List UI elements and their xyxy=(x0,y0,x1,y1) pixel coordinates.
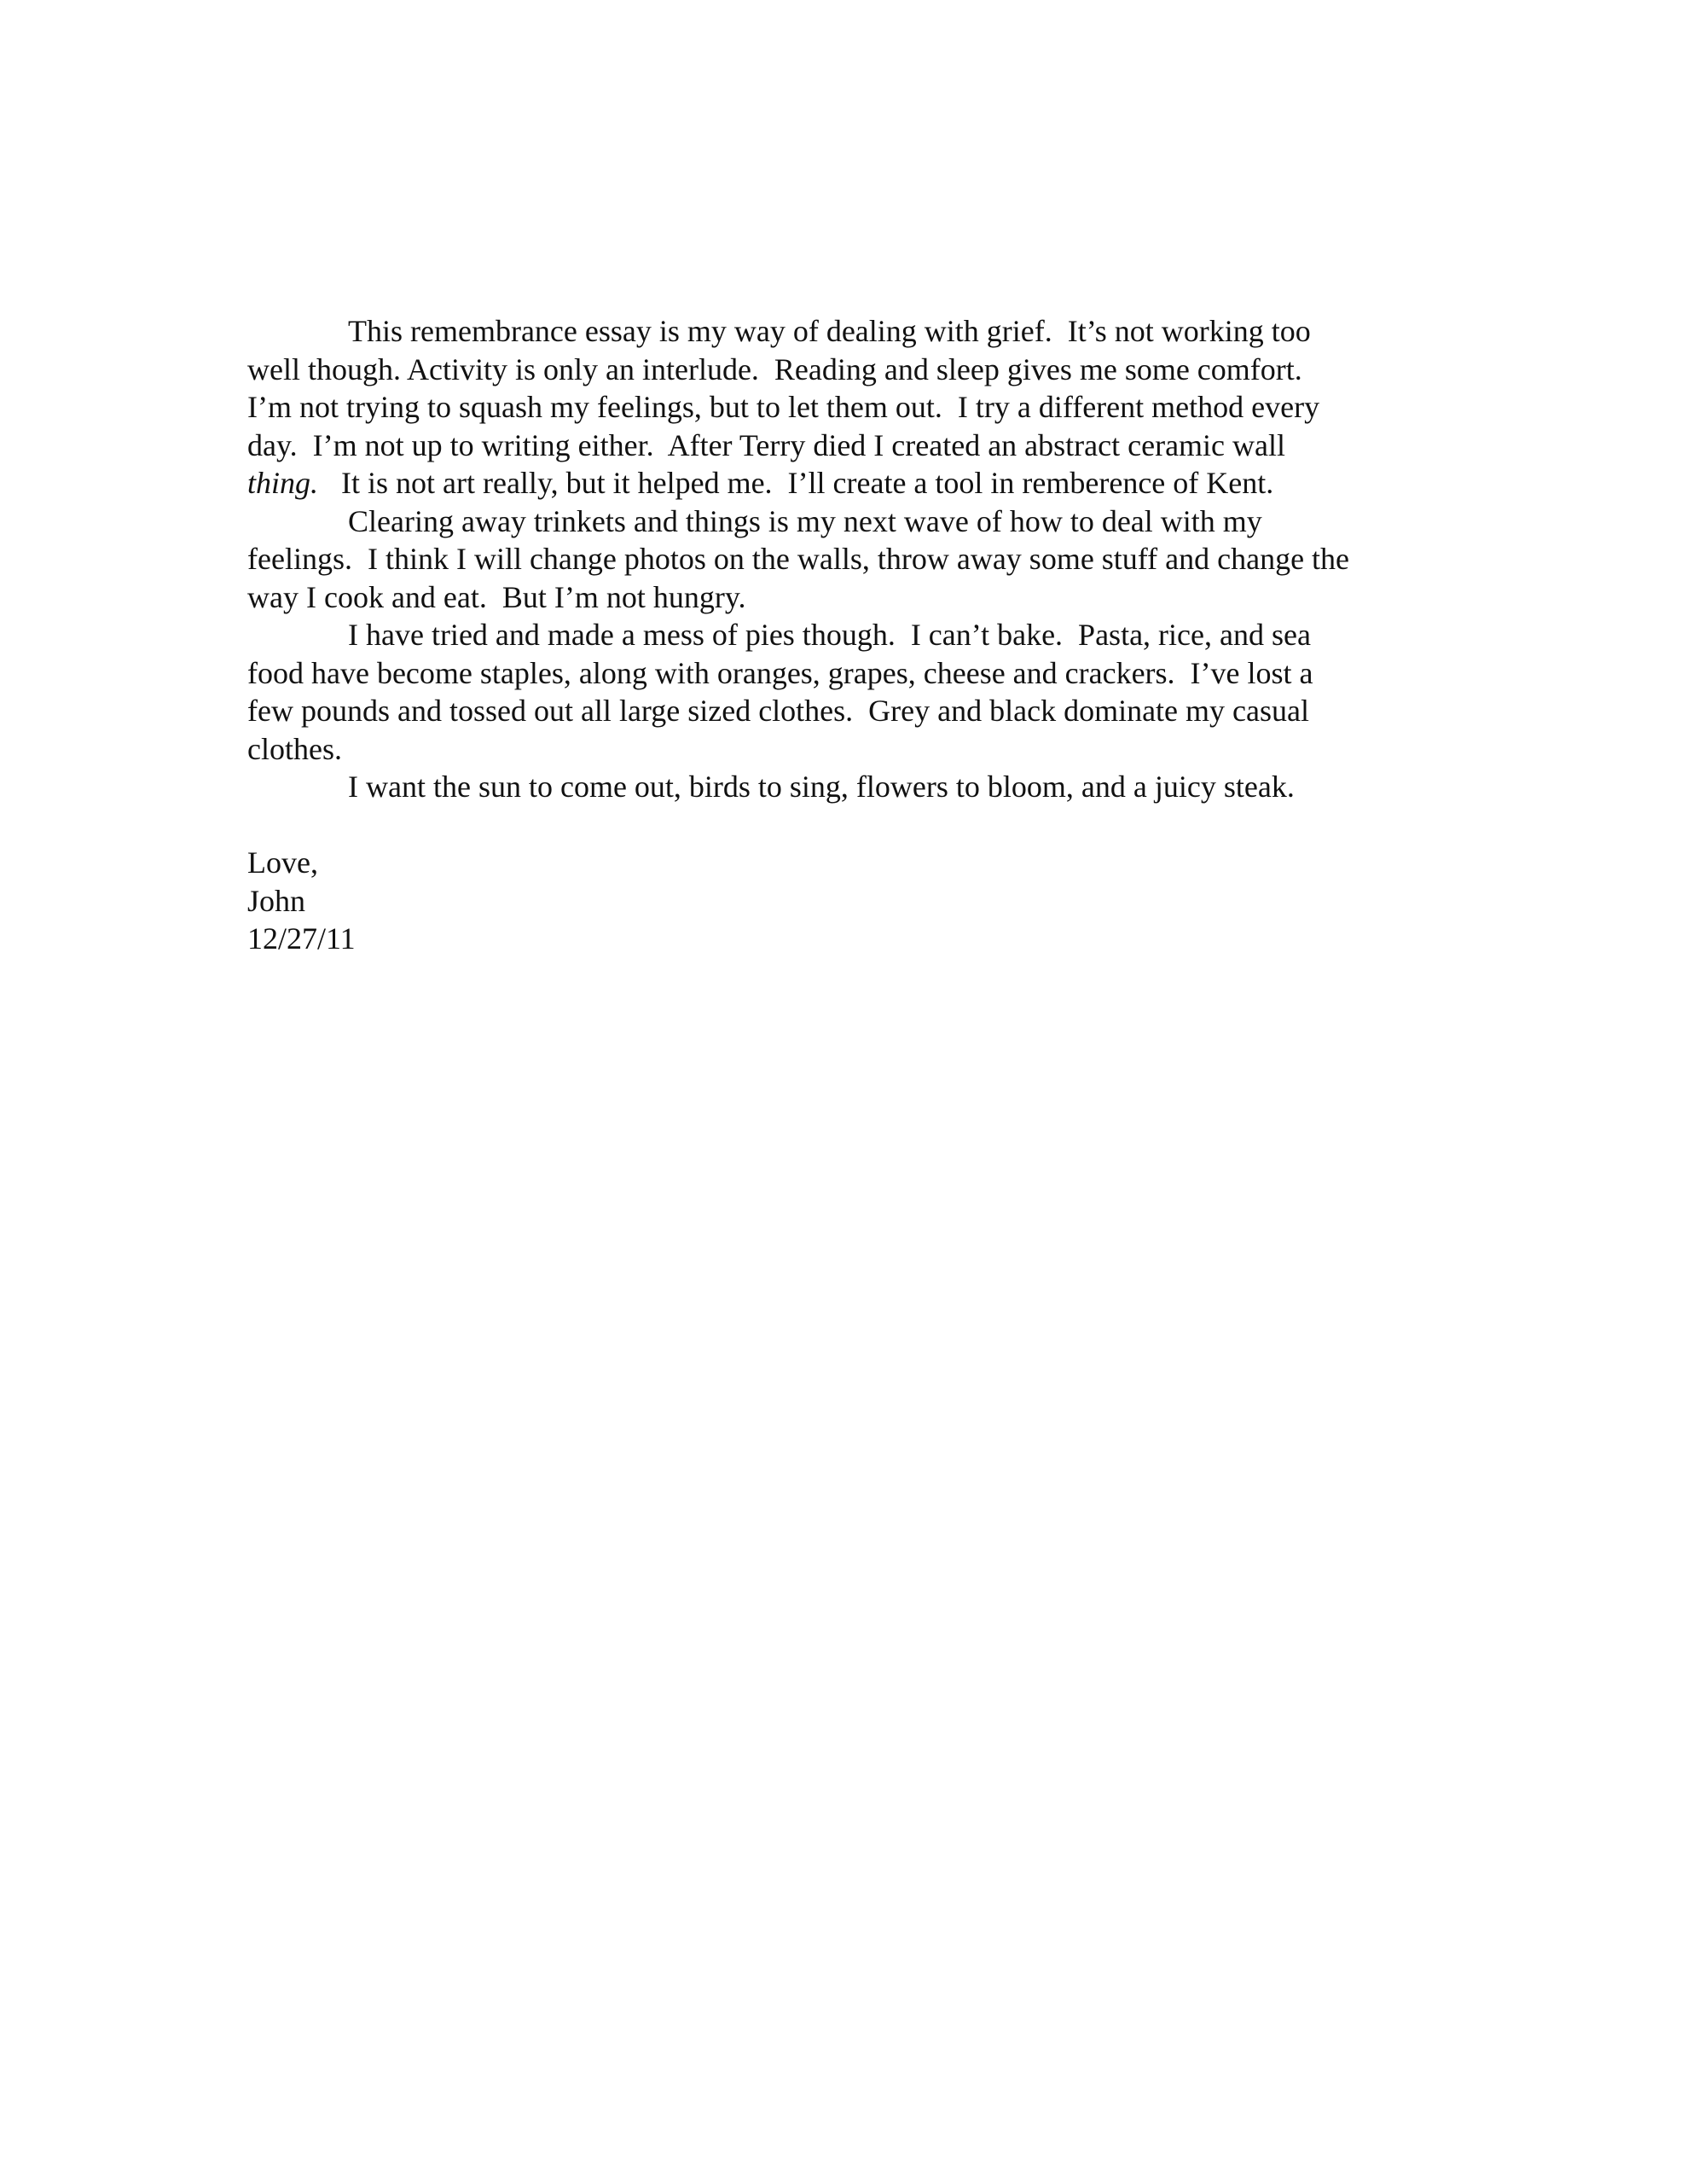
paragraph-2-line-2: feelings. I think I will change photos on the walls, throw away some stuff and change the xyxy=(247,542,1350,576)
paragraph-2-line-1: Clearing away trinkets and things is my next wave of how to deal with my xyxy=(348,503,1262,538)
paragraph-4-line-1: I want the sun to come out, birds to sing, flowers to bloom, and a juicy steak. xyxy=(348,770,1295,804)
italic-word: thing. xyxy=(247,466,319,500)
closing-salutation: Love, xyxy=(247,845,318,880)
signature-name: John xyxy=(247,883,306,918)
paragraph-3-line-2: food have become staples, along with oranges, grapes, cheese and crackers. I’ve lost a xyxy=(247,655,1313,690)
paragraph-1-line-5 xyxy=(247,464,1467,502)
paragraph-1-line-2: well though. Activity is only an interlude. Reading and sleep gives me some comfort. xyxy=(247,351,1302,386)
paragraph-3-line-3: few pounds and tossed out all large sized clothes. Grey and black dominate my casual xyxy=(247,694,1309,728)
paragraph-2-line-3: way I cook and eat. But I’m not hungry. xyxy=(247,579,746,614)
paragraph-1-line-3: I’m not trying to squash my feelings, but to let them out. I try a different method every xyxy=(247,390,1320,424)
letter-date: 12/27/11 xyxy=(247,921,356,956)
paragraph-1-line-4: day. I’m not up to writing either. After Terry died I created an abstract ceramic wall xyxy=(247,427,1286,462)
blank-line xyxy=(247,806,1467,845)
paragraph-1-line-1: This remembrance essay is my way of dealing with grief. It’s not working too xyxy=(348,314,1311,348)
paragraph-3-line-1: I have tried and made a mess of pies though. I can’t bake. Pasta, rice, and sea xyxy=(348,618,1311,652)
paragraph-3-line-4: clothes. xyxy=(247,731,342,766)
paragraph-1-line-5-rest: It is not art really, but it helped me. I’ll create a tool in remberence of Kent. xyxy=(318,466,1274,500)
letter-body xyxy=(247,312,1467,958)
